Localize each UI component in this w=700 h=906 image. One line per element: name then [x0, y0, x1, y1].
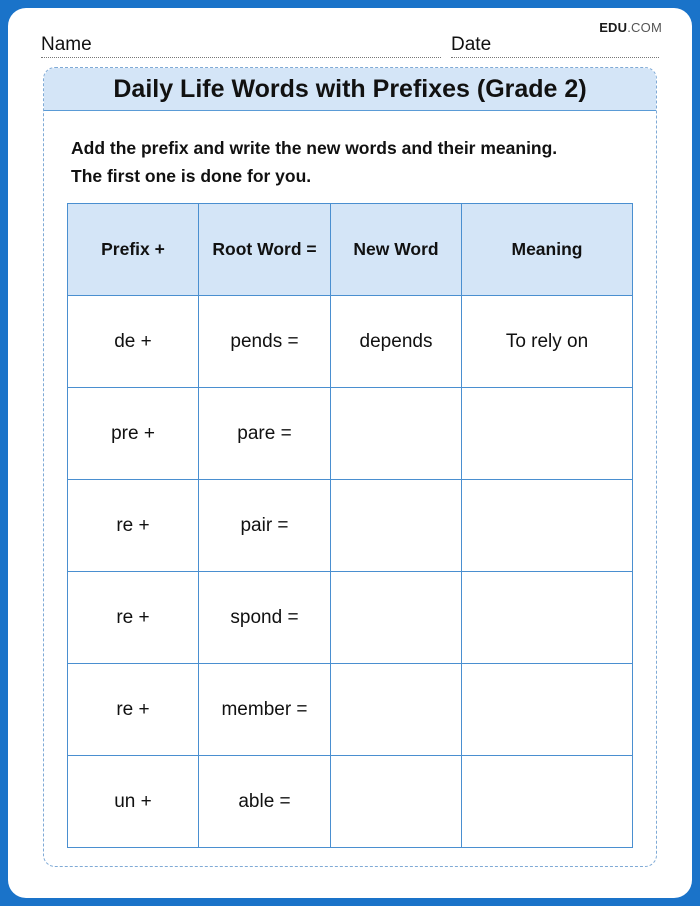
table-row — [68, 480, 633, 572]
root-cell: able = — [199, 756, 331, 848]
prefix-cell: re + — [68, 664, 199, 756]
worksheet-page — [8, 8, 692, 898]
worksheet-card — [43, 67, 657, 867]
header-prefix: Prefix + — [68, 204, 199, 296]
root-cell: pair = — [199, 480, 331, 572]
root-cell: pends = — [199, 296, 331, 388]
logo-suffix: .COM — [627, 20, 662, 35]
header-meaning: Meaning — [462, 204, 633, 296]
meaning-cell[interactable] — [462, 664, 633, 756]
new-word-cell[interactable] — [331, 756, 462, 848]
meaning-cell[interactable] — [462, 480, 633, 572]
date-label: Date — [451, 34, 492, 55]
prefix-cell: de + — [68, 296, 199, 388]
logo-brand: EDU — [599, 20, 628, 35]
table-row — [68, 296, 633, 388]
prefix-cell: re + — [68, 572, 199, 664]
meaning-cell[interactable]: To rely on — [462, 296, 633, 388]
prefix-table — [67, 203, 633, 848]
name-label: Name — [41, 34, 92, 55]
new-word-cell[interactable] — [331, 664, 462, 756]
header-new-word: New Word — [331, 204, 462, 296]
root-cell: spond = — [199, 572, 331, 664]
date-field[interactable] — [451, 34, 659, 60]
meaning-cell[interactable] — [462, 756, 633, 848]
prefix-cell: un + — [68, 756, 199, 848]
new-word-cell[interactable] — [331, 480, 462, 572]
title-bar — [44, 68, 656, 111]
meaning-cell[interactable] — [462, 572, 633, 664]
name-dotted-line — [41, 57, 441, 58]
date-dotted-line — [451, 57, 659, 58]
root-cell: member = — [199, 664, 331, 756]
meaning-cell[interactable] — [462, 388, 633, 480]
new-word-cell[interactable] — [331, 572, 462, 664]
prefix-cell: re + — [68, 480, 199, 572]
instructions — [71, 134, 641, 190]
worksheet-title: Daily Life Words with Prefixes (Grade 2) — [113, 74, 587, 103]
instructions-line-1: Add the prefix and write the new words and their meaning. — [71, 138, 558, 158]
name-field[interactable] — [41, 34, 441, 60]
edu-logo — [599, 20, 662, 35]
table-row — [68, 664, 633, 756]
instructions-line-2: The first one is done for you. — [71, 166, 312, 186]
new-word-cell[interactable] — [331, 388, 462, 480]
table-row — [68, 756, 633, 848]
table-row — [68, 388, 633, 480]
prefix-cell: pre + — [68, 388, 199, 480]
table-row — [68, 572, 633, 664]
new-word-cell[interactable]: depends — [331, 296, 462, 388]
root-cell: pare = — [199, 388, 331, 480]
header-root-word: Root Word = — [199, 204, 331, 296]
table-header-row — [68, 204, 633, 296]
